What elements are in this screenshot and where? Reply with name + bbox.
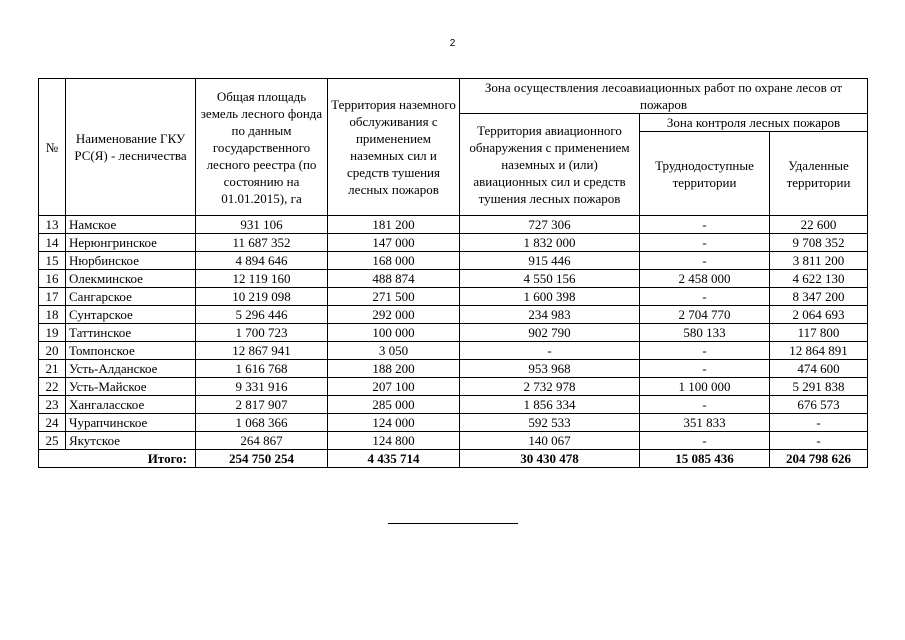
cell-hard: 351 833: [640, 414, 770, 432]
cell-aviation: 1 600 398: [460, 288, 640, 306]
cell-aviation: 953 968: [460, 360, 640, 378]
cell-hard: -: [640, 432, 770, 450]
cell-name: Таттинское: [66, 324, 196, 342]
table-row: [39, 378, 868, 396]
cell-area: 1 700 723: [196, 324, 328, 342]
footer-divider: [388, 523, 518, 524]
cell-area: 264 867: [196, 432, 328, 450]
cell-area: 931 106: [196, 216, 328, 234]
table-row: [39, 342, 868, 360]
cell-hard: -: [640, 234, 770, 252]
cell-aviation: 1 856 334: [460, 396, 640, 414]
page-number: 2: [449, 38, 456, 49]
cell-aviation: 727 306: [460, 216, 640, 234]
cell-no: 15: [39, 252, 66, 270]
total-hard: 15 085 436: [640, 450, 770, 468]
cell-hard: 2 458 000: [640, 270, 770, 288]
header-control-group: Зона контроля лесных пожаров: [640, 114, 868, 132]
cell-ground: 488 874: [328, 270, 460, 288]
cell-no: 16: [39, 270, 66, 288]
cell-ground: 3 050: [328, 342, 460, 360]
cell-no: 21: [39, 360, 66, 378]
cell-no: 13: [39, 216, 66, 234]
cell-no: 17: [39, 288, 66, 306]
cell-aviation: 915 446: [460, 252, 640, 270]
cell-hard: 1 100 000: [640, 378, 770, 396]
cell-hard: -: [640, 360, 770, 378]
table-row: [39, 306, 868, 324]
header-name: Наименование ГКУ РС(Я) - лесничества: [66, 79, 196, 216]
total-remote: 204 798 626: [770, 450, 868, 468]
cell-hard: 2 704 770: [640, 306, 770, 324]
cell-remote: 22 600: [770, 216, 868, 234]
cell-name: Хангаласское: [66, 396, 196, 414]
cell-area: 5 296 446: [196, 306, 328, 324]
header-ground: Территория наземного обслуживания с применением наземных сил и средств тушения лесных пожаров: [328, 79, 460, 216]
cell-aviation: 592 533: [460, 414, 640, 432]
total-area: 254 750 254: [196, 450, 328, 468]
cell-no: 19: [39, 324, 66, 342]
cell-ground: 188 200: [328, 360, 460, 378]
cell-remote: 12 864 891: [770, 342, 868, 360]
cell-name: Чурапчинское: [66, 414, 196, 432]
cell-ground: 168 000: [328, 252, 460, 270]
cell-name: Нерюнгринское: [66, 234, 196, 252]
table-row: [39, 270, 868, 288]
cell-no: 18: [39, 306, 66, 324]
table-row: [39, 288, 868, 306]
cell-remote: 2 064 693: [770, 306, 868, 324]
cell-aviation: -: [460, 342, 640, 360]
cell-hard: -: [640, 288, 770, 306]
cell-ground: 147 000: [328, 234, 460, 252]
cell-hard: -: [640, 342, 770, 360]
cell-area: 12 867 941: [196, 342, 328, 360]
table-row: [39, 414, 868, 432]
cell-remote: 9 708 352: [770, 234, 868, 252]
cell-hard: -: [640, 396, 770, 414]
cell-no: 20: [39, 342, 66, 360]
cell-aviation: 140 067: [460, 432, 640, 450]
cell-area: 12 119 160: [196, 270, 328, 288]
cell-name: Намское: [66, 216, 196, 234]
cell-area: 1 068 366: [196, 414, 328, 432]
cell-remote: 3 811 200: [770, 252, 868, 270]
cell-area: 11 687 352: [196, 234, 328, 252]
total-aviation: 30 430 478: [460, 450, 640, 468]
cell-no: 22: [39, 378, 66, 396]
cell-aviation: 234 983: [460, 306, 640, 324]
cell-ground: 285 000: [328, 396, 460, 414]
header-area: Общая площадь земель лесного фонда по данным государственного лесного реестра (по состоянию на 01.01.2015), га: [196, 79, 328, 216]
cell-hard: -: [640, 252, 770, 270]
cell-remote: -: [770, 414, 868, 432]
cell-area: 2 817 907: [196, 396, 328, 414]
total-ground: 4 435 714: [328, 450, 460, 468]
cell-name: Якутское: [66, 432, 196, 450]
cell-hard: 580 133: [640, 324, 770, 342]
header-hard: Труднодоступные территории: [640, 132, 770, 216]
cell-ground: 124 800: [328, 432, 460, 450]
cell-name: Сунтарское: [66, 306, 196, 324]
table-row: [39, 252, 868, 270]
cell-ground: 100 000: [328, 324, 460, 342]
header-remote: Удаленные территории: [770, 132, 868, 216]
cell-area: 1 616 768: [196, 360, 328, 378]
header-aviation: Территория авиационного обнаружения с применением наземных и (или) авиационных сил и средств тушения лесных пожаров: [460, 114, 640, 216]
total-label: Итого:: [39, 450, 196, 468]
cell-name: Олекминское: [66, 270, 196, 288]
header-zone-group: Зона осуществления лесоавиационных работ по охране лесов от пожаров: [460, 79, 868, 114]
table-header: [39, 79, 868, 216]
cell-remote: 117 800: [770, 324, 868, 342]
cell-aviation: 2 732 978: [460, 378, 640, 396]
cell-name: Томпонское: [66, 342, 196, 360]
cell-no: 24: [39, 414, 66, 432]
total-row: [39, 450, 868, 468]
cell-name: Сангарское: [66, 288, 196, 306]
cell-ground: 292 000: [328, 306, 460, 324]
cell-aviation: 1 832 000: [460, 234, 640, 252]
cell-remote: 676 573: [770, 396, 868, 414]
header-no: №: [39, 79, 66, 216]
cell-remote: 8 347 200: [770, 288, 868, 306]
cell-name: Нюрбинское: [66, 252, 196, 270]
cell-remote: 5 291 838: [770, 378, 868, 396]
table-body: [39, 216, 868, 468]
table-row: [39, 432, 868, 450]
cell-name: Усть-Алданское: [66, 360, 196, 378]
cell-remote: 474 600: [770, 360, 868, 378]
forest-fund-table: [38, 78, 868, 468]
cell-aviation: 902 790: [460, 324, 640, 342]
cell-area: 10 219 098: [196, 288, 328, 306]
table-row: [39, 234, 868, 252]
table-row: [39, 396, 868, 414]
cell-no: 25: [39, 432, 66, 450]
cell-area: 9 331 916: [196, 378, 328, 396]
cell-area: 4 894 646: [196, 252, 328, 270]
cell-aviation: 4 550 156: [460, 270, 640, 288]
cell-remote: 4 622 130: [770, 270, 868, 288]
cell-name: Усть-Майское: [66, 378, 196, 396]
cell-ground: 124 000: [328, 414, 460, 432]
cell-ground: 181 200: [328, 216, 460, 234]
cell-no: 14: [39, 234, 66, 252]
table-row: [39, 216, 868, 234]
cell-ground: 271 500: [328, 288, 460, 306]
table-row: [39, 360, 868, 378]
cell-no: 23: [39, 396, 66, 414]
table-row: [39, 324, 868, 342]
cell-hard: -: [640, 216, 770, 234]
cell-ground: 207 100: [328, 378, 460, 396]
cell-remote: -: [770, 432, 868, 450]
